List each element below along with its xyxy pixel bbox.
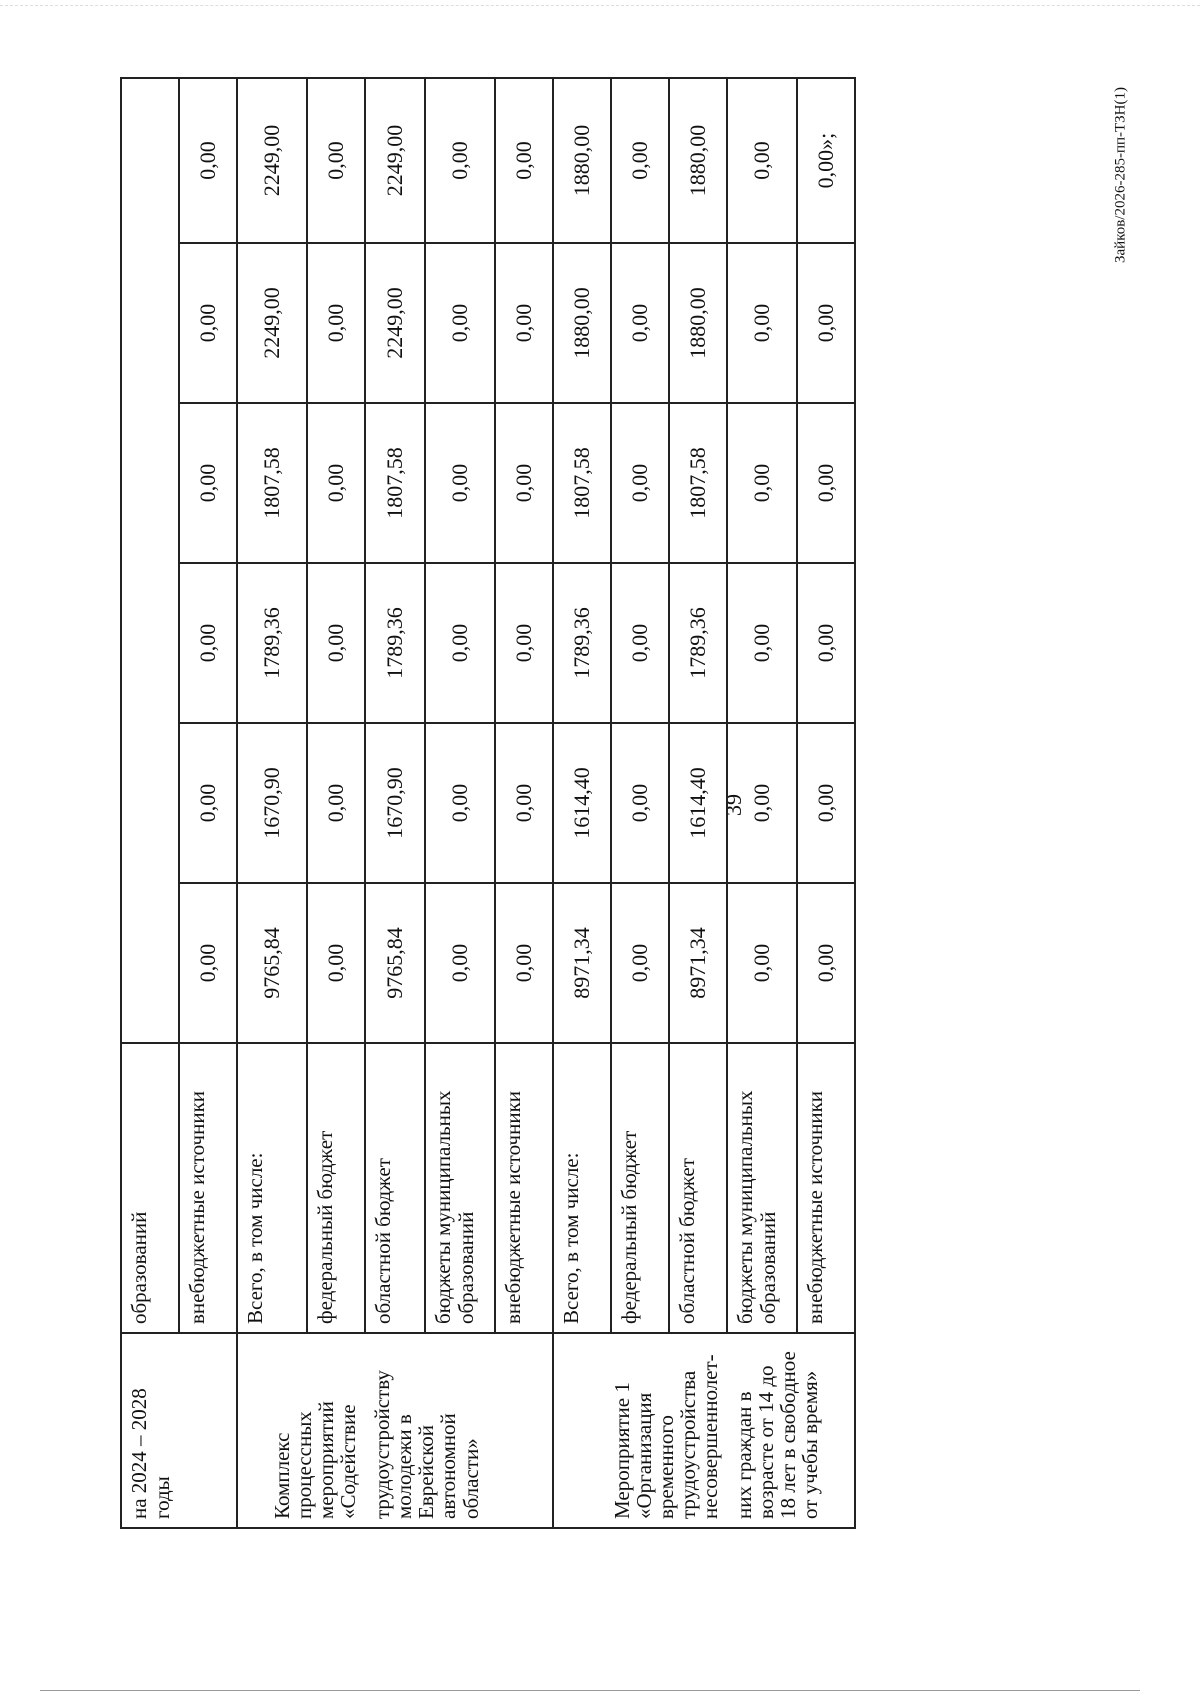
table-row <box>553 78 611 1528</box>
row-source-label: внебюджетные источники <box>495 1043 553 1333</box>
value-2027: 0,00 <box>425 243 495 403</box>
table-row <box>425 78 495 1528</box>
value-2028: 0,00 <box>307 78 365 243</box>
value-2025: 0,00 <box>611 563 669 723</box>
value-2025: 1789,36 <box>669 563 727 723</box>
value-2024: 1614,40 <box>669 723 727 883</box>
page-number: 39 <box>721 794 746 816</box>
value-2024: 0,00 <box>727 723 797 883</box>
row-source-label: федеральный бюджет <box>307 1043 365 1333</box>
scan-edge-bottom <box>40 1690 1140 1691</box>
value-total: 0,00 <box>727 883 797 1043</box>
value-2028: 2249,00 <box>237 78 307 243</box>
value-2027: 0,00 <box>179 243 237 403</box>
value-2024: 0,00 <box>425 723 495 883</box>
value-2027: 0,00 <box>611 243 669 403</box>
value-2028: 0,00 <box>727 78 797 243</box>
value-2027: 1880,00 <box>669 243 727 403</box>
table-row <box>611 78 669 1528</box>
value-2026: 0,00 <box>307 403 365 563</box>
value-2026: 1807,58 <box>237 403 307 563</box>
table-row <box>797 78 855 1528</box>
value-2027: 0,00 <box>727 243 797 403</box>
row-source-label: бюджеты муниципальных образований <box>425 1043 495 1333</box>
value-2027: 0,00 <box>495 243 553 403</box>
table-row <box>495 78 553 1528</box>
row-source-label: федеральный бюджет <box>611 1043 669 1333</box>
value-total: 0,00 <box>611 883 669 1043</box>
value-2026: 1807,58 <box>553 403 611 563</box>
value-2026: 0,00 <box>727 403 797 563</box>
value-total: 0,00 <box>797 883 855 1043</box>
row-name: Мероприятие 1 «Организация временного трудоустройства несовершеннолет- <box>553 1333 727 1528</box>
value-2028: 0,00 <box>179 78 237 243</box>
value-2025: 0,00 <box>425 563 495 723</box>
row-source-label: бюджеты муниципальных образований <box>727 1043 797 1333</box>
value-total: 8971,34 <box>669 883 727 1043</box>
value-2027: 2249,00 <box>237 243 307 403</box>
value-2028: 0,00 <box>611 78 669 243</box>
document-code: Зайков/2026-285-пп-ТЗН(1) <box>1112 86 1129 264</box>
blank-cell <box>121 78 179 1043</box>
financing-table <box>120 77 856 1529</box>
row-source-label: Всего, в том числе: <box>553 1043 611 1333</box>
value-2026: 0,00 <box>425 403 495 563</box>
value-total: 0,00 <box>307 883 365 1043</box>
value-2025: 0,00 <box>307 563 365 723</box>
value-total: 0,00 <box>495 883 553 1043</box>
value-2025: 0,00 <box>727 563 797 723</box>
row-name-cont: них граждан в возрасте от 14 до 18 лет в свободное от учебы время» <box>727 1333 855 1528</box>
value-total: 9765,84 <box>237 883 307 1043</box>
value-2024: 0,00 <box>797 723 855 883</box>
value-2026: 0,00 <box>797 403 855 563</box>
value-total: 0,00 <box>179 883 237 1043</box>
table-row <box>365 78 425 1528</box>
row-name: на 2024 – 2028 годы <box>121 1333 179 1528</box>
value-2025: 0,00 <box>797 563 855 723</box>
value-2024: 0,00 <box>495 723 553 883</box>
value-2028: 0,00 <box>425 78 495 243</box>
row-source-label: внебюджетные источники <box>797 1043 855 1333</box>
value-2027: 1880,00 <box>553 243 611 403</box>
value-2025: 1789,36 <box>237 563 307 723</box>
value-2025: 1789,36 <box>553 563 611 723</box>
value-2028: 1880,00 <box>553 78 611 243</box>
value-2027: 2249,00 <box>365 243 425 403</box>
row-name-cont <box>179 1333 237 1528</box>
value-2026: 0,00 <box>495 403 553 563</box>
row-source-label: Всего, в том числе: <box>237 1043 307 1333</box>
value-2027: 0,00 <box>797 243 855 403</box>
row-name-cont: трудоустройству молодежи в Еврейской автономной области» <box>365 1333 553 1528</box>
table-row <box>669 78 727 1528</box>
value-2026: 1807,58 <box>669 403 727 563</box>
value-2024: 0,00 <box>611 723 669 883</box>
financing-table-rotated <box>120 79 860 1529</box>
value-2024: 1670,90 <box>237 723 307 883</box>
value-2027: 0,00 <box>307 243 365 403</box>
value-2026: 0,00 <box>611 403 669 563</box>
value-2024: 1670,90 <box>365 723 425 883</box>
value-2028: 0,00 <box>495 78 553 243</box>
value-2025: 1789,36 <box>365 563 425 723</box>
scan-edge-top <box>0 5 1200 6</box>
value-2026: 1807,58 <box>365 403 425 563</box>
table-row <box>179 78 237 1528</box>
row-source-label: областной бюджет <box>365 1043 425 1333</box>
value-2026: 0,00 <box>179 403 237 563</box>
value-2025: 0,00 <box>179 563 237 723</box>
table-row <box>307 78 365 1528</box>
row-name: Комплекс процессных мероприятий «Содействие <box>237 1333 365 1528</box>
table-row <box>121 78 179 1528</box>
value-2025: 0,00 <box>495 563 553 723</box>
value-2024: 0,00 <box>179 723 237 883</box>
row-source-label: образований <box>121 1043 179 1333</box>
table-row <box>727 78 797 1528</box>
value-total: 8971,34 <box>553 883 611 1043</box>
value-total: 9765,84 <box>365 883 425 1043</box>
row-source-label: внебюджетные источники <box>179 1043 237 1333</box>
value-2024: 1614,40 <box>553 723 611 883</box>
value-2028: 1880,00 <box>669 78 727 243</box>
value-total: 0,00 <box>425 883 495 1043</box>
value-2024: 0,00 <box>307 723 365 883</box>
value-2028: 0,00»; <box>797 78 855 243</box>
row-source-label: областной бюджет <box>669 1043 727 1333</box>
table-row <box>237 78 307 1528</box>
value-2028: 2249,00 <box>365 78 425 243</box>
